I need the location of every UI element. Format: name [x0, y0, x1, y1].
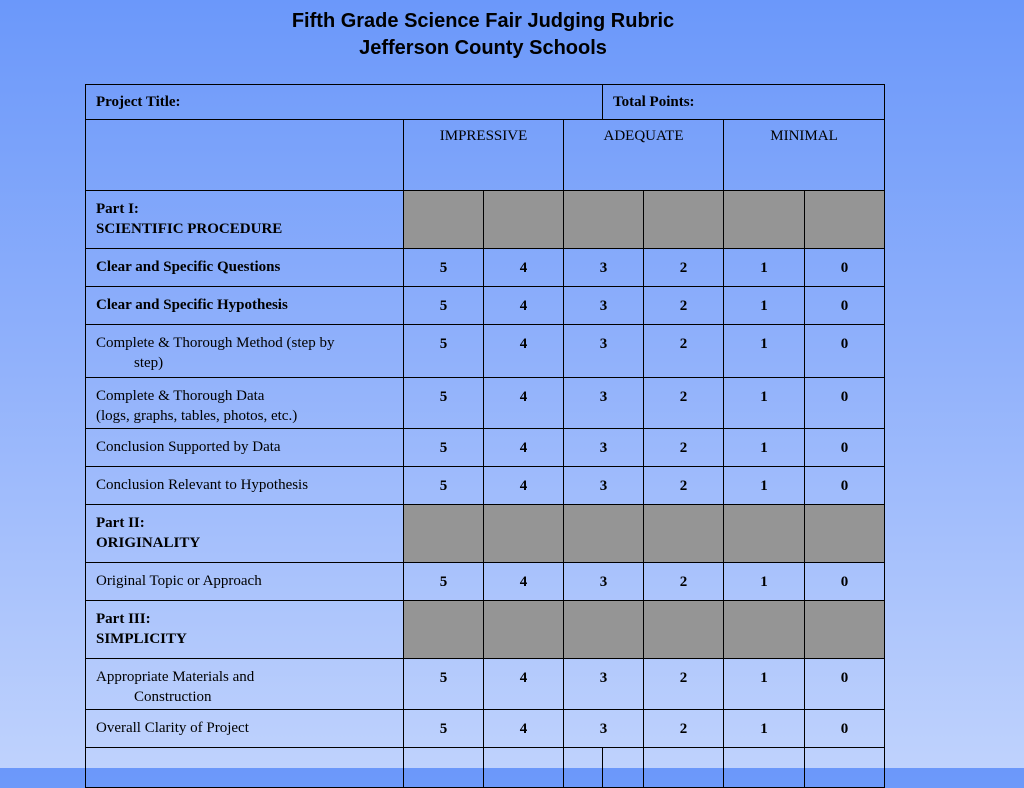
- grey-cell: [644, 601, 724, 659]
- score-4[interactable]: 4: [484, 467, 564, 505]
- grey-cell: [724, 601, 805, 659]
- criterion-label: Original Topic or Approach: [86, 563, 404, 601]
- grey-cell: [404, 191, 484, 249]
- score-5[interactable]: 5: [404, 325, 484, 378]
- score-4[interactable]: 4: [484, 429, 564, 467]
- score-5[interactable]: 5: [404, 378, 484, 429]
- score-2[interactable]: 2: [644, 710, 724, 748]
- header-row: [86, 85, 885, 120]
- grey-cell: [724, 191, 805, 249]
- score-2[interactable]: 2: [644, 467, 724, 505]
- score-2[interactable]: 2: [644, 429, 724, 467]
- score-4[interactable]: 4: [484, 563, 564, 601]
- grey-cell: [484, 505, 564, 563]
- project-title-cell[interactable]: [86, 85, 603, 120]
- score-1[interactable]: 1: [724, 287, 805, 325]
- criterion-row: [86, 325, 885, 378]
- score-5[interactable]: 5: [404, 429, 484, 467]
- criterion-row: [86, 287, 885, 325]
- score-0[interactable]: 0: [805, 249, 885, 287]
- score-1[interactable]: 1: [724, 325, 805, 378]
- part-label: Part I: SCIENTIFIC PROCEDURE: [86, 191, 404, 249]
- score-2[interactable]: 2: [644, 287, 724, 325]
- score-4[interactable]: 4: [484, 325, 564, 378]
- grey-cell: [805, 191, 885, 249]
- score-3[interactable]: 3: [564, 378, 644, 429]
- score-4[interactable]: 4: [484, 710, 564, 748]
- grey-cell: [404, 601, 484, 659]
- score-3[interactable]: 3: [564, 287, 644, 325]
- score-4[interactable]: 4: [484, 378, 564, 429]
- project-title-label: Project Title:: [96, 94, 181, 110]
- criterion-row: [86, 659, 885, 710]
- score-1[interactable]: 1: [724, 429, 805, 467]
- score-3[interactable]: 3: [564, 249, 644, 287]
- score-0[interactable]: 0: [805, 710, 885, 748]
- score-0[interactable]: 0: [805, 378, 885, 429]
- score-1[interactable]: 1: [724, 249, 805, 287]
- part-row: [86, 505, 885, 563]
- grey-cell: [644, 505, 724, 563]
- grey-cell: [484, 191, 564, 249]
- grey-cell: [805, 601, 885, 659]
- levels-row: [86, 120, 885, 191]
- score-3[interactable]: 3: [564, 659, 644, 710]
- score-0[interactable]: 0: [805, 287, 885, 325]
- score-3[interactable]: 3: [564, 325, 644, 378]
- rubric-table: [85, 84, 885, 788]
- criterion-label: Clear and Specific Questions: [86, 249, 404, 287]
- grey-cell: [805, 505, 885, 563]
- criterion-row: [86, 249, 885, 287]
- part-label: Part III: SIMPLICITY: [86, 601, 404, 659]
- score-5[interactable]: 5: [404, 710, 484, 748]
- criterion-label: Overall Clarity of Project: [86, 710, 404, 748]
- score-2[interactable]: 2: [644, 325, 724, 378]
- score-2[interactable]: 2: [644, 563, 724, 601]
- criterion-label: Clear and Specific Hypothesis: [86, 287, 404, 325]
- levels-blank-cell: [86, 120, 404, 191]
- grey-cell: [644, 191, 724, 249]
- score-0[interactable]: 0: [805, 467, 885, 505]
- criterion-label: Conclusion Relevant to Hypothesis: [86, 467, 404, 505]
- grey-cell: [564, 191, 644, 249]
- part-label: Part II: ORIGINALITY: [86, 505, 404, 563]
- level-impressive: IMPRESSIVE: [404, 120, 564, 191]
- criterion-row: [86, 467, 885, 505]
- total-points-cell[interactable]: [603, 85, 885, 120]
- grey-cell: [404, 505, 484, 563]
- score-1[interactable]: 1: [724, 467, 805, 505]
- criterion-label: Complete & Thorough Method (step by step): [86, 325, 404, 378]
- score-3[interactable]: 3: [564, 429, 644, 467]
- criterion-label: Appropriate Materials and Construction: [86, 659, 404, 710]
- score-5[interactable]: 5: [404, 249, 484, 287]
- criterion-row: [86, 429, 885, 467]
- criterion-row: [86, 563, 885, 601]
- criterion-row: [86, 710, 885, 748]
- criterion-row: [86, 378, 885, 429]
- score-0[interactable]: 0: [805, 659, 885, 710]
- score-1[interactable]: 1: [724, 378, 805, 429]
- score-5[interactable]: 5: [404, 287, 484, 325]
- score-3[interactable]: 3: [564, 467, 644, 505]
- score-2[interactable]: 2: [644, 249, 724, 287]
- criterion-label: Complete & Thorough Data (logs, graphs, tables, photos, etc.): [86, 378, 404, 429]
- score-0[interactable]: 0: [805, 563, 885, 601]
- score-1[interactable]: 1: [724, 563, 805, 601]
- score-2[interactable]: 2: [644, 659, 724, 710]
- score-5[interactable]: 5: [404, 563, 484, 601]
- score-1[interactable]: 1: [724, 710, 805, 748]
- score-3[interactable]: 3: [564, 710, 644, 748]
- part-row: [86, 601, 885, 659]
- criterion-label: Conclusion Supported by Data: [86, 429, 404, 467]
- score-4[interactable]: 4: [484, 659, 564, 710]
- grey-cell: [564, 505, 644, 563]
- score-1[interactable]: 1: [724, 659, 805, 710]
- level-minimal: MINIMAL: [724, 120, 885, 191]
- score-0[interactable]: 0: [805, 429, 885, 467]
- score-5[interactable]: 5: [404, 467, 484, 505]
- title-line-1: Fifth Grade Science Fair Judging Rubric: [291, 10, 675, 32]
- total-points-label: Total Points:: [613, 94, 695, 110]
- score-4[interactable]: 4: [484, 249, 564, 287]
- level-adequate: ADEQUATE: [564, 120, 724, 191]
- document-title: [0, 8, 966, 62]
- score-4[interactable]: 4: [484, 287, 564, 325]
- grey-cell: [564, 601, 644, 659]
- score-5[interactable]: 5: [404, 659, 484, 710]
- part-row: [86, 191, 885, 249]
- score-2[interactable]: 2: [644, 378, 724, 429]
- score-3[interactable]: 3: [564, 563, 644, 601]
- title-line-2: Jefferson County Schools: [359, 37, 607, 59]
- grey-cell: [484, 601, 564, 659]
- score-0[interactable]: 0: [805, 325, 885, 378]
- grey-cell: [724, 505, 805, 563]
